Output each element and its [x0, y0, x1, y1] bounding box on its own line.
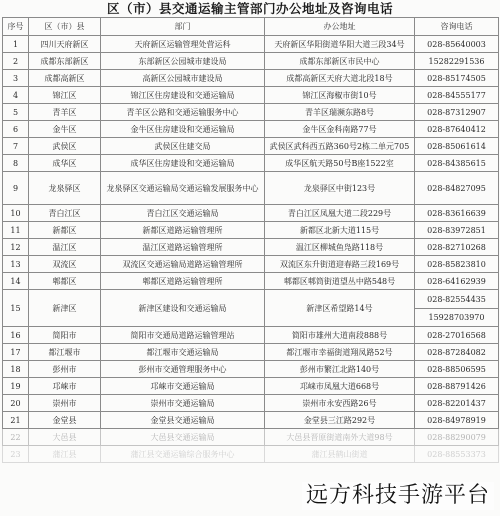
cell-district: 郫都区: [29, 273, 101, 290]
cell-no: 4: [3, 87, 29, 104]
cell-no: 21: [3, 412, 29, 429]
table-row: [3, 70, 499, 87]
table-header-row: [3, 18, 499, 36]
table-row: [3, 256, 499, 273]
table-row: [3, 239, 499, 256]
cell-district: 崇州市: [29, 395, 101, 412]
table-row: [3, 205, 499, 222]
cell-address: 天府新区华阳街道华阳大道三段34号: [265, 36, 415, 53]
cell-no: 10: [3, 205, 29, 222]
cell-no: 15: [3, 290, 29, 327]
cell-address: 温江区柳城鱼凫路118号: [265, 239, 415, 256]
cell-department: 成华区住房建设和交通运输局: [101, 155, 265, 172]
cell-no: 11: [3, 222, 29, 239]
table-row: [3, 395, 499, 412]
cell-district: 金牛区: [29, 121, 101, 138]
cell-district: 新津区: [29, 290, 101, 327]
table-row: [3, 53, 499, 70]
table-row: [3, 104, 499, 121]
cell-phone: 028-88506595: [415, 361, 499, 378]
table-row: [3, 344, 499, 361]
cell-address: 蒲江县鹤山街道: [265, 446, 415, 463]
cell-no: 14: [3, 273, 29, 290]
cell-no: 13: [3, 256, 29, 273]
cell-no: 16: [3, 327, 29, 344]
cell-address: 金牛区金科南路77号: [265, 121, 415, 138]
cell-department: 温江区道路运输管理所: [101, 239, 265, 256]
cell-department: 锦江区住房建设和交通运输局: [101, 87, 265, 104]
cell-phone: 028-87284082: [415, 344, 499, 361]
cell-phone: 028-84827095: [415, 172, 499, 205]
cell-address: 都江堰市幸福街道翔凤路52号: [265, 344, 415, 361]
table-row: [3, 36, 499, 53]
cell-district: 锦江区: [29, 87, 101, 104]
cell-department: 青白江区交通运输局: [101, 205, 265, 222]
cell-address: 武侯区武科西五路360号2栋二单元705: [265, 138, 415, 155]
cell-district: 新都区: [29, 222, 101, 239]
cell-department: 金堂县交通运输局: [101, 412, 265, 429]
table-row: [3, 290, 499, 327]
cell-department: 东部新区公园城市建设局: [101, 53, 265, 70]
cell-address: 郫都区郫筒街道望丛中路548号: [265, 273, 415, 290]
cell-department: 邛崃市交通运输局: [101, 378, 265, 395]
cell-district: 都江堰市: [29, 344, 101, 361]
cell-no: 1: [3, 36, 29, 53]
cell-no: 5: [3, 104, 29, 121]
cell-district: 武侯区: [29, 138, 101, 155]
cell-department: 双流区交通运输局道路运输管理所: [101, 256, 265, 273]
header-department: 部门: [101, 18, 265, 36]
table-row: [3, 378, 499, 395]
cell-district: 彭州市: [29, 361, 101, 378]
cell-district: 简阳市: [29, 327, 101, 344]
cell-address: 双流区东升街道迎春路三段169号: [265, 256, 415, 273]
cell-phone: 028-85061614: [415, 138, 499, 155]
cell-district: 青白江区: [29, 205, 101, 222]
cell-phone: 028-82201437: [415, 395, 499, 412]
cell-phone: [415, 290, 499, 327]
cell-phone-secondary: 15928703970: [415, 308, 498, 326]
cell-department: 崇州市交通运输局: [101, 395, 265, 412]
cell-department: 龙泉驿区交通运输局交通运输发展服务中心: [101, 172, 265, 205]
cell-phone: 028-84978919: [415, 412, 499, 429]
cell-district: 成都高新区: [29, 70, 101, 87]
cell-phone: 028-27016568: [415, 327, 499, 344]
cell-no: 20: [3, 395, 29, 412]
cell-department: 金牛区住房建设和交通运输局: [101, 121, 265, 138]
cell-district: 蒲江县: [29, 446, 101, 463]
table-row: [3, 429, 499, 446]
cell-no: 9: [3, 172, 29, 205]
cell-phone: 028-82710268: [415, 239, 499, 256]
cell-department: 新都区道路运输管理所: [101, 222, 265, 239]
cell-phone: 028-88553373: [415, 446, 499, 463]
cell-no: 23: [3, 446, 29, 463]
cell-address: 新都区北新大道115号: [265, 222, 415, 239]
table-row: [3, 121, 499, 138]
header-address: 办公地址: [265, 18, 415, 36]
cell-phone: 028-87640412: [415, 121, 499, 138]
cell-address: 新津区希望路14号: [265, 290, 415, 327]
cell-department: 青羊区公路和交通运输服务中心: [101, 104, 265, 121]
cell-address: 成华区航天路50号B座1522室: [265, 155, 415, 172]
table-row: [3, 138, 499, 155]
cell-phone: 028-83616639: [415, 205, 499, 222]
cell-department: 蒲江县交通运输综合服务中心: [101, 446, 265, 463]
cell-no: 2: [3, 53, 29, 70]
cell-district: 四川天府新区: [29, 36, 101, 53]
cell-address: 邛崃市凤凰大道668号: [265, 378, 415, 395]
page-title: 区（市）县交通运输主管部门办公地址及咨询电话: [106, 1, 393, 16]
cell-department: 大邑县交通运输局: [101, 429, 265, 446]
cell-phone-primary: 028-82554435: [427, 294, 486, 304]
cell-address: 彭州市繁江北路140号: [265, 361, 415, 378]
table-row: [3, 446, 499, 463]
table-row: [3, 273, 499, 290]
cell-address: 锦江区海椒市街10号: [265, 87, 415, 104]
table-row: [3, 361, 499, 378]
cell-no: 22: [3, 429, 29, 446]
cell-department: 都江堰市交通运输局: [101, 344, 265, 361]
contact-table: [2, 17, 499, 463]
cell-no: 17: [3, 344, 29, 361]
cell-no: 7: [3, 138, 29, 155]
table-body: [3, 36, 499, 463]
cell-phone: 028-85174505: [415, 70, 499, 87]
cell-department: 天府新区运输管理处营运科: [101, 36, 265, 53]
cell-department: 郫都区道路运输管理所: [101, 273, 265, 290]
cell-phone: 028-83972851: [415, 222, 499, 239]
cell-phone: 028-84555177: [415, 87, 499, 104]
cell-department: 高新区公园城市建设局: [101, 70, 265, 87]
cell-no: 6: [3, 121, 29, 138]
header-district: 区（市）县: [29, 18, 101, 36]
cell-phone: 15282291536: [415, 53, 499, 70]
table-row: [3, 327, 499, 344]
table-row: [3, 412, 499, 429]
cell-district: 大邑县: [29, 429, 101, 446]
cell-district: 温江区: [29, 239, 101, 256]
cell-district: 龙泉驿区: [29, 172, 101, 205]
cell-phone: 028-85640003: [415, 36, 499, 53]
cell-address: 简阳市雄州大道南段888号: [265, 327, 415, 344]
cell-address: 崇州市永安西路26号: [265, 395, 415, 412]
header-phone: 咨询电话: [415, 18, 499, 36]
cell-district: 青羊区: [29, 104, 101, 121]
cell-department: 新津区建设和交通运输局: [101, 290, 265, 327]
cell-address: 成都东部新区市民中心: [265, 53, 415, 70]
cell-district: 双流区: [29, 256, 101, 273]
cell-phone: 028-64162939: [415, 273, 499, 290]
cell-district: 金堂县: [29, 412, 101, 429]
cell-district: 成都东部新区: [29, 53, 101, 70]
cell-address: 龙泉驿区中街123号: [265, 172, 415, 205]
table-row: [3, 155, 499, 172]
cell-address: 大邑县晋原街道南外大道98号: [265, 429, 415, 446]
table-row: [3, 172, 499, 205]
cell-phone: 028-88290079: [415, 429, 499, 446]
cell-department: 武侯区住建交局: [101, 138, 265, 155]
cell-address: 成都高新区天府大道北段18号: [265, 70, 415, 87]
watermark-text: 远方科技手游平台: [302, 482, 494, 510]
cell-department: 彭州市交通管理服务中心: [101, 361, 265, 378]
cell-district: 成华区: [29, 155, 101, 172]
cell-phone: 028-87312907: [415, 104, 499, 121]
table-row: [3, 222, 499, 239]
cell-no: 3: [3, 70, 29, 87]
cell-no: 12: [3, 239, 29, 256]
cell-phone: 028-84385615: [415, 155, 499, 172]
cell-phone: 028-85823810: [415, 256, 499, 273]
cell-district: 邛崃市: [29, 378, 101, 395]
cell-no: 19: [3, 378, 29, 395]
cell-address: 青羊区瑞濒东路8号: [265, 104, 415, 121]
cell-address: 青白江区凤凰大道二段229号: [265, 205, 415, 222]
cell-phone: 028-88791426: [415, 378, 499, 395]
cell-address: 金堂县三江路292号: [265, 412, 415, 429]
header-no: 序号: [3, 18, 29, 36]
cell-no: 18: [3, 361, 29, 378]
cell-no: 8: [3, 155, 29, 172]
table-row: [3, 87, 499, 104]
cell-department: 简阳市交通局道路运输管理站: [101, 327, 265, 344]
